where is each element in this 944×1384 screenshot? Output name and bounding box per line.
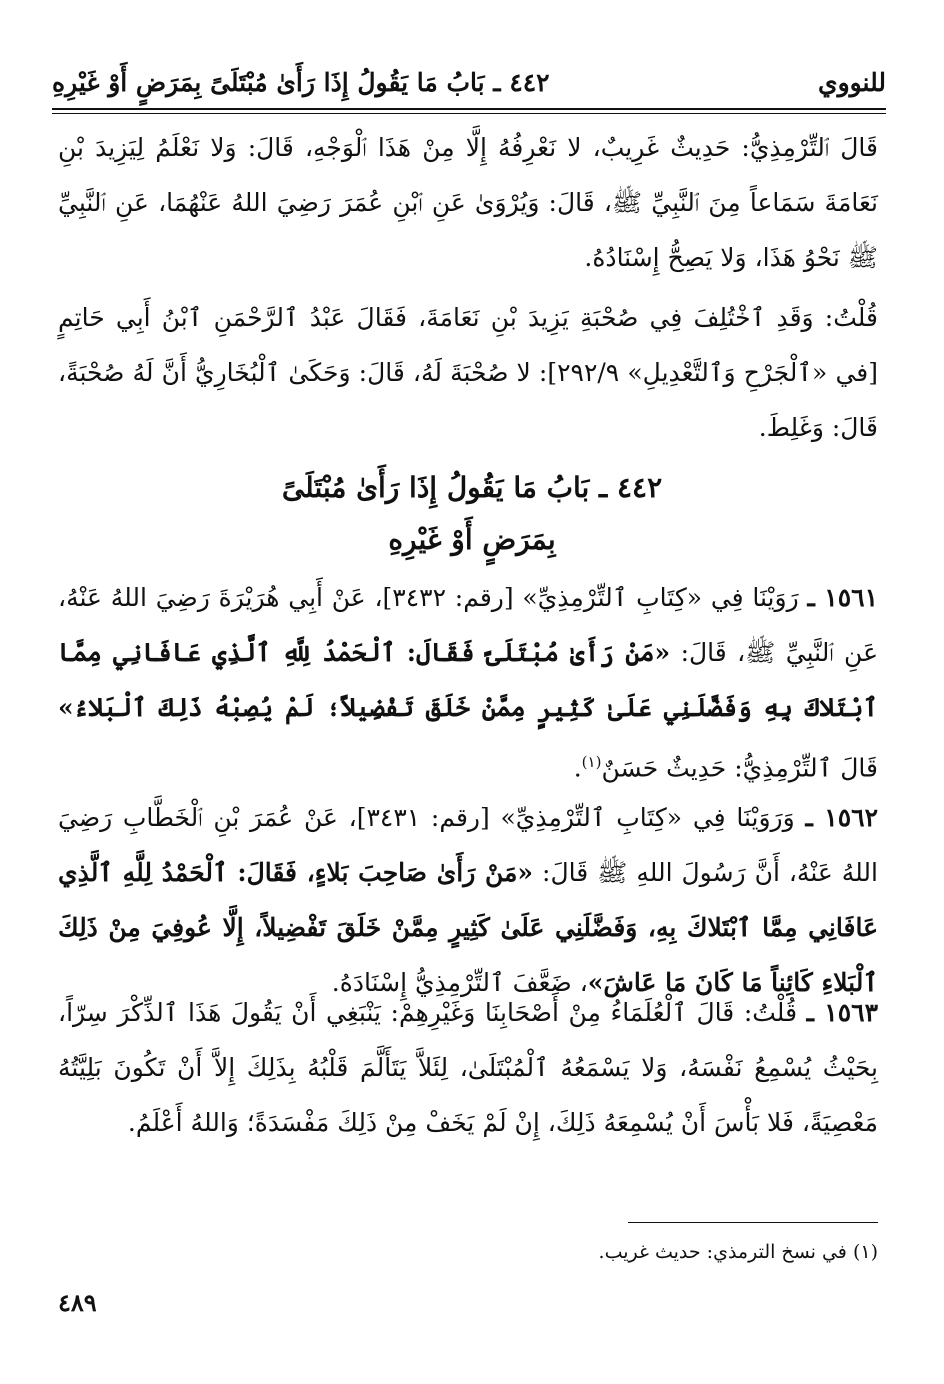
page-number: ٤٨٩ [58,1288,97,1317]
footnote-text: في نسخ الترمذي: حديث غريب. [598,1241,847,1263]
chapter-title-line-2: بِمَرَضٍ أَوْ غَيْرِهِ [388,523,556,556]
footnote-number: (١) [852,1241,878,1263]
footnote-marker: (١) [581,753,602,771]
header-author: للنووي [818,67,886,97]
hadith-1563 [58,985,878,1150]
hadith-quote: «مَنْ رَأَىٰ مُبْتَلَىً فَقَالَ: ٱلْحَمْدُ لِلَّهِ ٱلَّذِي عَافَانِي مِمَّا ٱبْتَلاكَ بِهِ وَفَضَّلَنِي عَلَىٰ كَثِيرٍ مِمَّنْ خَلَقَ تَفْضِيلاً؛ لَمْ يُصِبْهُ ذَلِكَ ٱلْبَلاءُ» [58,638,878,722]
chapter-title-line-1: ٤٤٢ ـ بَابُ مَا يَقُولُ إِذَا رَأَىٰ مُبْتَلَىً [281,471,663,504]
hadith-number: ١٥٦٣ ـ [806,998,879,1027]
hadith-number: ١٥٦٢ ـ [805,803,879,832]
hadith-narration: رَوَيْنَا فِي «كِتَابِ ٱلتِّرْمِذِيِّ» [رقم: ٣٤٣٢]، عَنْ أَبِي هُرَيْرَةَ رَضِيَ اللهُ عَنْهُ، عَنِ ٱلنَّبِيِّ ﷺ، قَالَ: [58,583,878,667]
chapter-title [80,462,864,566]
hadith-narration: وَرَوَيْنَا فِي «كِتَابِ ٱلتِّرْمِذِيِّ» [رقم: ٣٤٣١]، عَنْ عُمَرَ بْنِ ٱلْخَطَّابِ رَضِيَ اللهُ عَنْهُ، أَنَّ رَسُولَ اللهِ ﷺ قَالَ: [58,803,878,887]
hadith-1561 [58,570,878,795]
header-chapter-ref: ٤٤٢ ـ بَابُ مَا يَقُولُ إِذَا رَأَىٰ مُبْتَلَىً بِمَرَضٍ أَوْ غَيْرِهِ [52,67,550,97]
hadith-quote: «مَنْ رَأَىٰ صَاحِبَ بَلاءٍ، فَقَالَ: ٱلْحَمْدُ لِلَّهِ ٱلَّذِي عَافَانِي مِمَّا ٱبْتَلاكَ بِهِ، وَفَضَّلَنِي عَلَىٰ كَثِيرٍ مِمَّنْ خَلَقَ تَفْضِيلاً، إِلَّا عُوفِيَ مِنْ ذَلِكَ ٱلْبَلاءِ كَائِناً مَا كَانَ مَا عَاشَ» [58,858,878,997]
sentence-end: . [573,753,582,783]
hadith-number: ١٥٦١ ـ [807,583,879,612]
footnote [300,1232,878,1272]
header-rule [52,108,886,110]
paragraph-author-note: قُلْتُ: وَقَدِ ٱخْتُلِفَ فِي صُحْبَةِ يَزِيدَ بْنِ نَعَامَةَ، فَقَالَ عَبْدُ ٱلرَّحْمَنِ ٱبْنُ أَبِي حَاتِمٍ [في «ٱلْجَرْحِ وَٱلتَّعْدِيلِ» ٢٩٢/٩]: لا صُحْبَةَ لَهُ، قَالَ: وَحَكَىٰ ٱلْبُخَارِيُّ أَنَّ لَهُ صُحْبَةً، قَالَ: وَغَلِطَ. [58,303,878,442]
hadith-grading: قَالَ ٱلتِّرْمِذِيُّ: حَدِيثٌ حَسَنٌ [601,753,878,783]
hadith-1562 [58,790,878,1010]
footnote-rule [628,1222,878,1223]
hadith-grading: ، ضَعَّفَ ٱلتِّرْمِذِيُّ إِسْنَادَهُ. [331,968,588,997]
header-rule-thin [52,113,886,114]
scholar-note: قُلْتُ: قَالَ ٱلْعُلَمَاءُ مِنْ أَصْحَابِنَا وَغَيْرِهِمْ: يَنْبَغِي أَنْ يَقُولَ هَذَا ٱلذِّكْرَ سِرّاً، بِحَيْثُ يُسْمِعُ نَفْسَهُ، وَلا يَسْمَعُهُ ٱلْمُبْتَلَىٰ، لِئَلاَّ يَتَأَلَّمَ قَلْبُهُ بِذَلِكَ إِلاَّ أَنْ تَكُونَ بَلِيَّتُهُ مَعْصِيَةً، فَلا بَأْسَ أَنْ يُسْمِعَهُ ذَلِكَ، إِنْ لَمْ يَخَفْ مِنْ ذَلِكَ مَفْسَدَةً؛ وَاللهُ أَعْلَمُ. [58,998,878,1137]
running-header [52,54,886,110]
paragraph-tirmidhi-comment: قَالَ ٱلتِّرْمِذِيُّ: حَدِيثٌ غَرِيبٌ، لا نَعْرِفُهُ إِلَّا مِنْ هَذَا ٱلْوَجْهِ، قَالَ: وَلا نَعْلَمُ لِيَزِيدَ بْنِ نَعَامَةَ سَمَاعاً مِنَ ٱلنَّبِيِّ ﷺ، قَالَ: وَيُرْوَىٰ عَنِ ٱبْنِ عُمَرَ رَضِيَ اللهُ عَنْهُمَا، عَنِ ٱلنَّبِيِّ ﷺ نَحْوُ هَذَا، وَلا يَصِحُّ إِسْنَادُهُ. [58,133,878,272]
